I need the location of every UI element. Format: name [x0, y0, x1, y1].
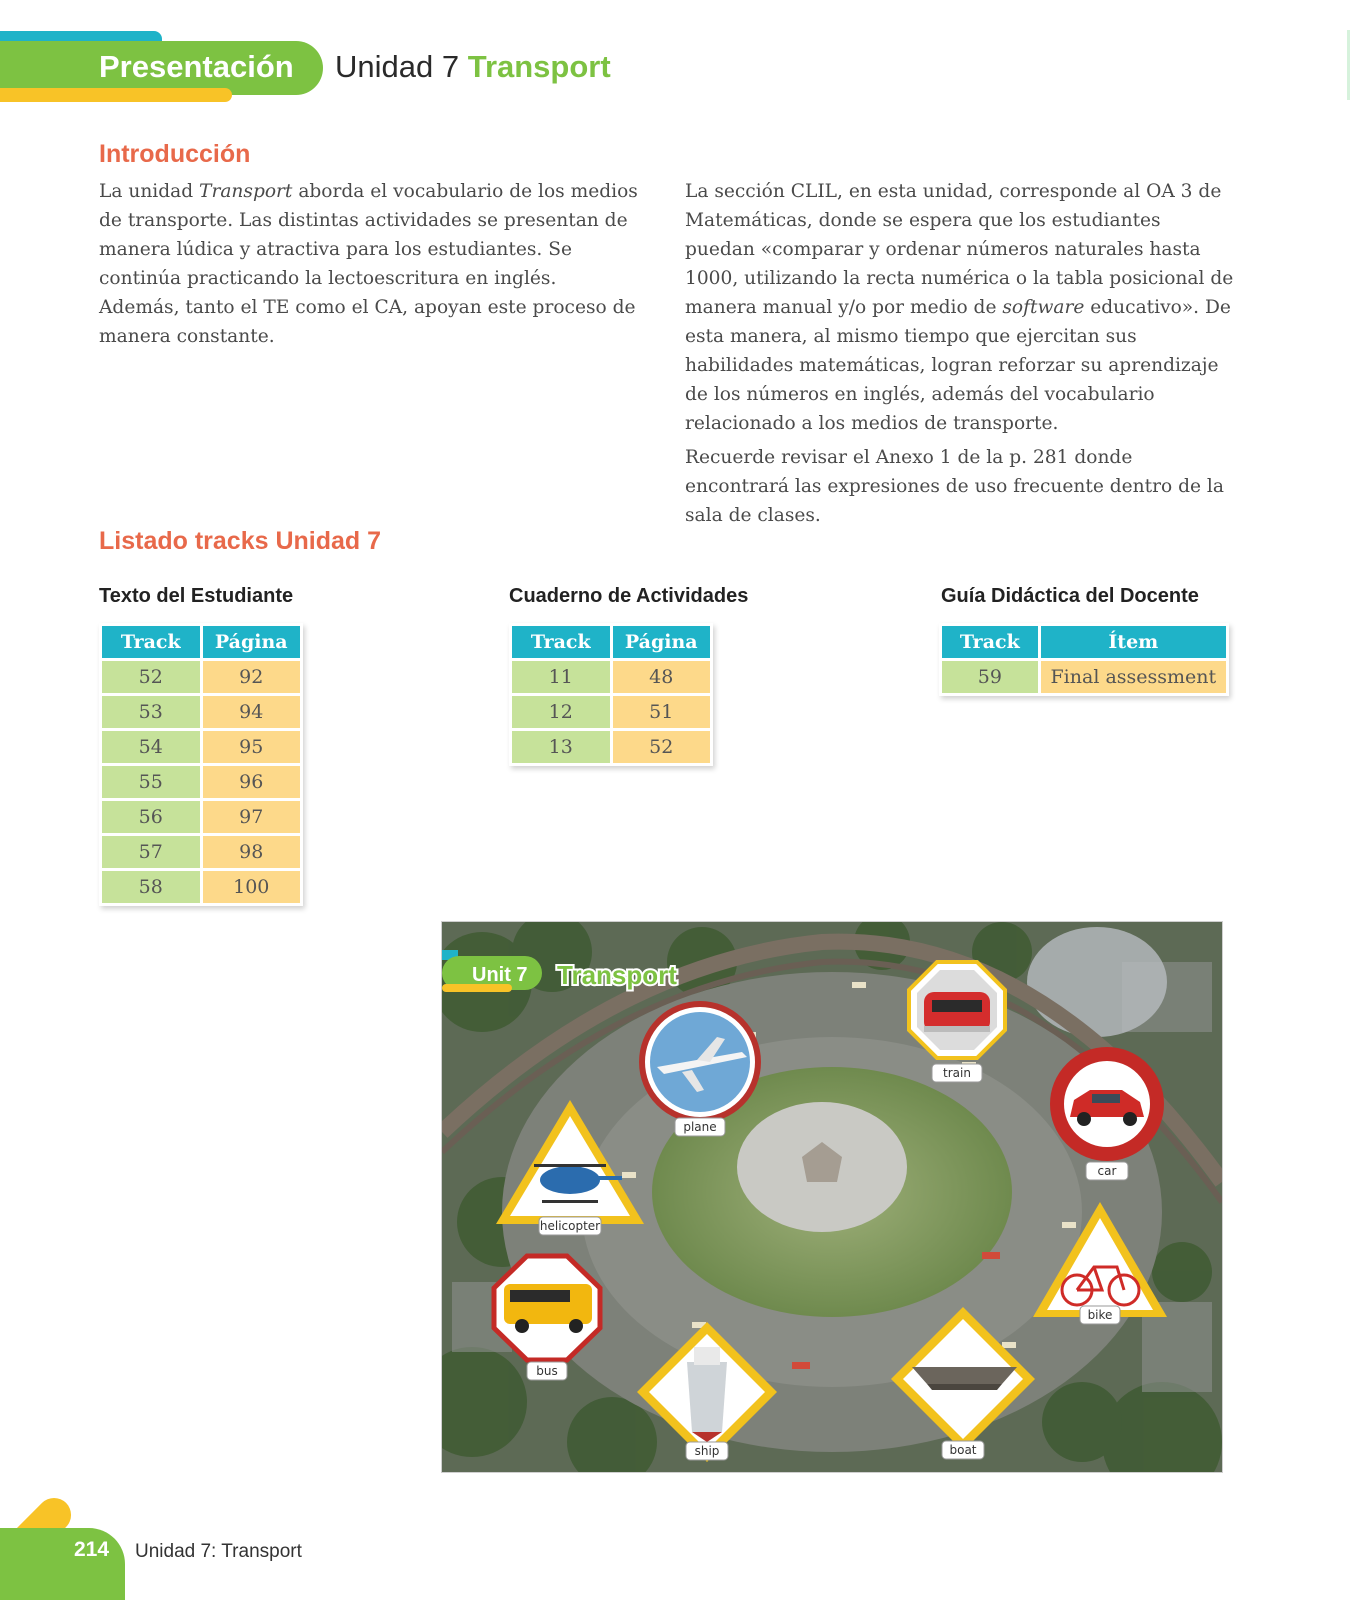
picture-title: Transport — [557, 960, 677, 990]
value-cell: Final assessment — [1041, 661, 1226, 693]
track-cell: 58 — [102, 871, 200, 903]
intro-heading: Introducción — [99, 140, 251, 168]
transport-picture — [441, 921, 1223, 1473]
table-header-track: Track — [102, 626, 200, 658]
intro-right-text-b: educativo». De esta manera, al mismo tiempo que ejercitan sus habilidades matemáticas, logran reforzar su aprendizaje de los números en inglés, además del vocabulario relacionado a los medios de transporte. — [685, 297, 1231, 434]
intro-right-paragraph-2: Recuerde revisar el Anexo 1 de la p. 281 donde encontrará las expresiones de uso frecuente dentro de la sala de clases. — [685, 447, 1224, 526]
label-plane: plane — [683, 1120, 717, 1134]
te-table-title: Texto del Estudiante — [99, 585, 294, 607]
table-row — [102, 766, 300, 798]
track-cell: 52 — [102, 661, 200, 693]
unit-badge-text: Unit 7 — [472, 964, 528, 986]
te-tracks-table — [99, 623, 303, 906]
label-helicopter: helicopter — [539, 1219, 601, 1233]
label-train: train — [943, 1066, 971, 1080]
page-number: 214 — [74, 1538, 110, 1561]
table-row — [102, 871, 300, 903]
value-cell: 97 — [203, 801, 301, 833]
table-row — [512, 661, 710, 693]
label-car: car — [1097, 1164, 1117, 1178]
value-cell: 94 — [203, 696, 301, 728]
intro-left-text-a: La unidad — [99, 181, 200, 202]
table-row — [512, 696, 710, 728]
intro-left-italic: Transport — [199, 181, 293, 202]
value-cell: 96 — [203, 766, 301, 798]
ca-table-title: Cuaderno de Actividades — [509, 585, 749, 607]
table-header-page: Página — [203, 626, 301, 658]
unit-prefix: Unidad 7 — [335, 49, 460, 84]
track-cell: 13 — [512, 731, 610, 763]
table-row — [102, 836, 300, 868]
ca-tracks-table — [509, 623, 713, 766]
value-cell: 48 — [613, 661, 711, 693]
table-header-page: Página — [613, 626, 711, 658]
unit-title — [335, 44, 611, 90]
table-row — [942, 661, 1226, 693]
track-cell: 53 — [102, 696, 200, 728]
table-row — [102, 661, 300, 693]
table-row — [102, 801, 300, 833]
track-cell: 11 — [512, 661, 610, 693]
table-header-track: Track — [942, 626, 1038, 658]
track-cell: 59 — [942, 661, 1038, 693]
table-row — [102, 731, 300, 763]
value-cell: 92 — [203, 661, 301, 693]
table-header-track: Track — [512, 626, 610, 658]
track-cell: 55 — [102, 766, 200, 798]
header-yellow-stripe — [0, 88, 232, 102]
table-row — [512, 731, 710, 763]
gdd-table-title: Guía Didáctica del Docente — [941, 585, 1199, 607]
table-row — [102, 696, 300, 728]
tracks-heading: Listado tracks Unidad 7 — [99, 527, 382, 555]
unit-name: Transport — [467, 49, 611, 84]
value-cell: 95 — [203, 731, 301, 763]
label-bike: bike — [1087, 1308, 1113, 1322]
label-ship: ship — [694, 1444, 720, 1458]
value-cell: 100 — [203, 871, 301, 903]
intro-left-text-b: aborda el vocabulario de los medios de transporte. Las distintas actividades se presentan de manera lúdica y atractiva para los estudiantes. Se continúa practicando la lectoescritura en inglés. Además, tanto el TE como el CA, apoyan este proceso de manera constante. — [99, 181, 638, 347]
gdd-tracks-table — [939, 623, 1229, 696]
track-cell: 57 — [102, 836, 200, 868]
running-title: Unidad 7: Transport — [135, 1541, 302, 1562]
track-cell: 54 — [102, 731, 200, 763]
table-header-item: Ítem — [1041, 626, 1226, 658]
intro-right-paragraph-1 — [685, 177, 1235, 438]
train-icon — [924, 992, 990, 1032]
intro-right-text-a: La sección CLIL, en esta unidad, corresponde al OA 3 de Matemáticas, donde se espera que los estudiantes puedan «comparar y ordenar números naturales hasta 1000, utilizando la recta numérica o la tabla posicional de manera manual y/o por medio de — [685, 181, 1234, 318]
value-cell: 52 — [613, 731, 711, 763]
label-boat: boat — [949, 1443, 977, 1457]
value-cell: 51 — [613, 696, 711, 728]
label-bus: bus — [536, 1364, 558, 1378]
roundabout-illustration — [442, 922, 1222, 1472]
section-label: Presentación — [99, 49, 294, 84]
intro-left-paragraph — [99, 177, 639, 351]
intro-right-italic: software — [1002, 297, 1085, 318]
track-cell: 56 — [102, 801, 200, 833]
track-cell: 12 — [512, 696, 610, 728]
value-cell: 98 — [203, 836, 301, 868]
